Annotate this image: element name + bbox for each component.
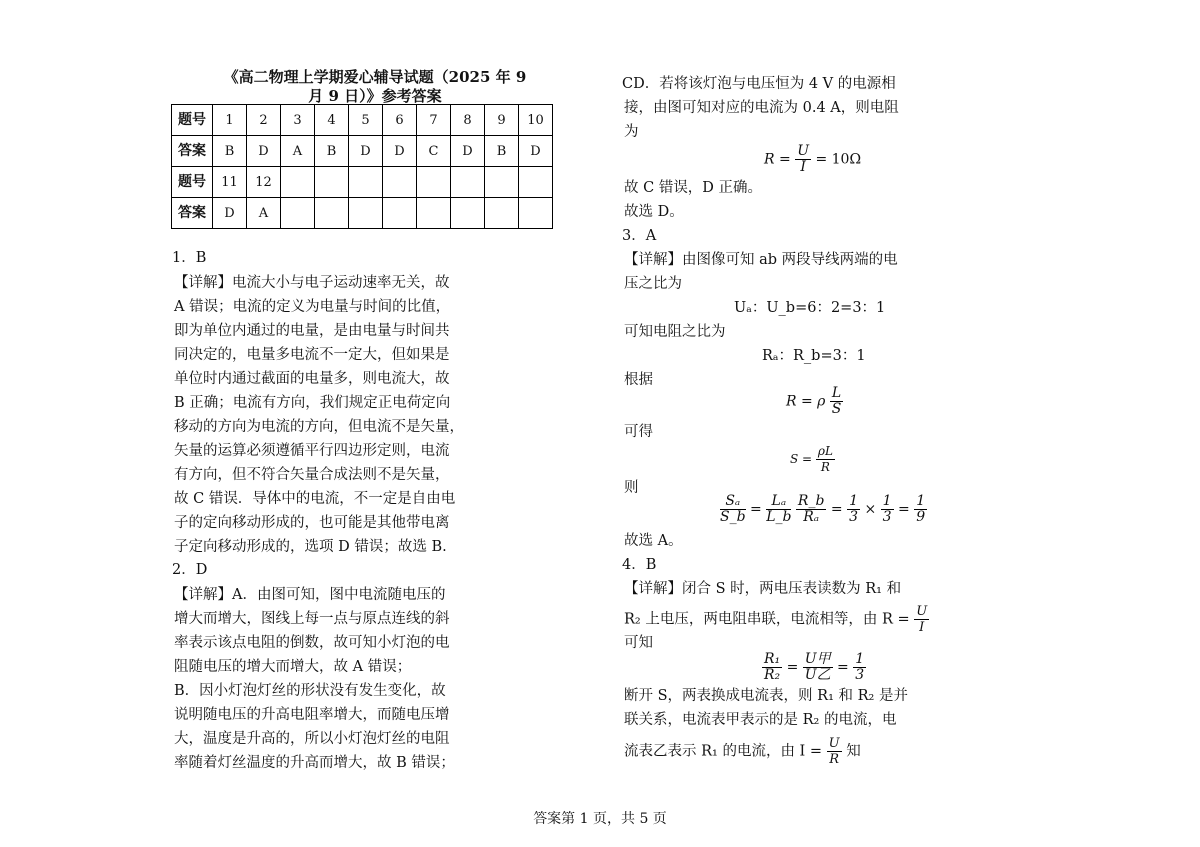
text-line: 同决定的，电量多电流不一定大，但如果是 bbox=[174, 347, 450, 363]
numerator: 1 bbox=[882, 493, 892, 509]
table-row bbox=[172, 136, 553, 167]
denominator: R bbox=[829, 752, 840, 767]
fraction bbox=[853, 652, 866, 683]
text-segment: 知 bbox=[846, 743, 861, 760]
text-line: 阻随电压的增大而增大，故 A 错误； bbox=[174, 659, 412, 675]
table-cell bbox=[485, 198, 519, 229]
table-cell bbox=[349, 167, 383, 198]
table-cell: 5 bbox=[349, 105, 383, 136]
text-line: 2．D bbox=[172, 562, 208, 578]
denominator: S bbox=[831, 401, 842, 417]
eq-text: S = bbox=[790, 452, 813, 466]
table-cell bbox=[519, 167, 553, 198]
text-line: 联关系，电流表甲表示的是 R₂ 的电流，电 bbox=[624, 712, 897, 728]
fraction bbox=[827, 736, 842, 767]
table-cell bbox=[315, 167, 349, 198]
table-cell: 4 bbox=[315, 105, 349, 136]
table-cell: 7 bbox=[417, 105, 451, 136]
table-cell: D bbox=[247, 136, 281, 167]
numerator: Sₐ bbox=[720, 494, 746, 510]
equation-resistance-ratio: Rₐ：R_b=3：1 bbox=[762, 348, 866, 364]
text-line: 可得 bbox=[624, 424, 653, 440]
text-line: 故 C 错误，D 正确。 bbox=[624, 180, 763, 196]
table-cell bbox=[315, 198, 349, 229]
denominator: R₂ bbox=[764, 667, 781, 683]
text-line: 子的定向移动形成的，也可能是其他带电离 bbox=[174, 515, 450, 531]
text-line: 压之比为 bbox=[624, 276, 682, 292]
text-line: 可知电阻之比为 bbox=[624, 324, 726, 340]
numerator: U bbox=[916, 604, 928, 619]
denominator: 3 bbox=[855, 667, 865, 683]
fraction bbox=[796, 494, 827, 525]
text-line bbox=[624, 604, 929, 635]
eq-text: R = bbox=[764, 151, 791, 168]
table-cell: 11 bbox=[213, 167, 247, 198]
numerator: U bbox=[828, 736, 840, 751]
denominator: Rₐ bbox=[803, 509, 820, 525]
equation-resistivity bbox=[786, 386, 843, 417]
numerator: 1 bbox=[849, 493, 858, 509]
text-line: 单位时内通过截面的电量多，则电流大，故 bbox=[174, 371, 450, 387]
title-line-1: 《高二物理上学期爱心辅导试题（2025 年 9 bbox=[223, 68, 527, 86]
text-line: B．因小灯泡灯丝的形状没有发生变化，故 bbox=[174, 683, 446, 699]
table-cell bbox=[451, 167, 485, 198]
text-line: CD．若将该灯泡与电压恒为 4 V 的电源相 bbox=[622, 76, 896, 92]
numerator: 1 bbox=[916, 493, 926, 509]
eq-text: = 10Ω bbox=[815, 151, 862, 168]
text-line bbox=[624, 736, 861, 767]
denominator: I bbox=[800, 159, 806, 175]
text-line: 接，由图可知对应的电流为 0.4 A，则电阻 bbox=[624, 100, 899, 116]
text-line: 故 C 错误．导体中的电流，不一定是自由电 bbox=[174, 491, 456, 507]
table-cell bbox=[281, 167, 315, 198]
eq-text: R = ρ bbox=[786, 393, 826, 410]
text-line: 率表示该点电阻的倒数，故可知小灯泡的电 bbox=[174, 635, 450, 651]
numerator: U甲 bbox=[804, 651, 831, 667]
text-line: 4．B bbox=[622, 557, 657, 573]
fraction bbox=[914, 494, 927, 525]
text-line: 故选 A。 bbox=[624, 533, 683, 549]
fraction bbox=[881, 494, 894, 525]
text-line: 为 bbox=[624, 124, 639, 140]
table-cell: 1 bbox=[213, 105, 247, 136]
numerator: R_b bbox=[797, 493, 825, 509]
text-line: 【详解】电流大小与电子运动速率无关，故 bbox=[174, 275, 450, 291]
fraction bbox=[803, 652, 833, 683]
table-cell bbox=[383, 198, 417, 229]
table-cell bbox=[485, 167, 519, 198]
denominator: I bbox=[919, 620, 925, 635]
table-cell: 9 bbox=[485, 105, 519, 136]
text-line: 断开 S，两表换成电流表，则 R₁ 和 R₂ 是并 bbox=[624, 688, 908, 704]
table-cell: B bbox=[485, 136, 519, 167]
equation-voltage-ratio: Uₐ：U_b=6：2=3：1 bbox=[734, 300, 886, 316]
text-line: 移动的方向为电流的方向，但电流不是矢量， bbox=[174, 419, 464, 435]
title-line-2: 月 9 日）》参考答案 bbox=[308, 87, 442, 105]
table-row bbox=[172, 105, 553, 136]
answer-table bbox=[171, 104, 553, 229]
table-cell bbox=[417, 198, 451, 229]
fraction bbox=[830, 386, 843, 417]
numerator: Lₐ bbox=[766, 494, 791, 510]
table-cell: D bbox=[451, 136, 485, 167]
numerator: 1 bbox=[855, 651, 865, 667]
text-line: 1．B bbox=[172, 250, 207, 266]
text-line: 3．A bbox=[622, 228, 657, 244]
equation-area bbox=[790, 444, 835, 475]
table-cell: D bbox=[383, 136, 417, 167]
text-line: 说明随电压的升高电阻率增大，而随电压增 bbox=[174, 707, 450, 723]
table-cell: D bbox=[213, 198, 247, 229]
answer-label-cell: 答案 bbox=[172, 198, 213, 229]
fraction bbox=[847, 494, 860, 525]
numerator: U bbox=[797, 143, 809, 159]
table-cell: A bbox=[281, 136, 315, 167]
table-cell bbox=[417, 167, 451, 198]
text-line: 率随着灯丝温度的升高而增大，故 B 错误； bbox=[174, 755, 455, 771]
text-line: 【详解】A．由图可知，图中电流随电压的 bbox=[174, 587, 446, 603]
table-cell: 2 bbox=[247, 105, 281, 136]
equation-ohm bbox=[764, 144, 861, 175]
table-cell: B bbox=[213, 136, 247, 167]
text-line: 可知 bbox=[624, 635, 653, 651]
fraction bbox=[914, 604, 929, 635]
header-label-cell: 题号 bbox=[172, 105, 213, 136]
text-segment: R₂ 上电压，两电阻串联，电流相等，由 R = bbox=[624, 611, 910, 628]
text-line: 则 bbox=[624, 480, 639, 496]
numerator: L bbox=[831, 385, 842, 401]
text-line: 【详解】闭合 S 时，两电压表读数为 R₁ 和 bbox=[624, 581, 902, 597]
fraction bbox=[795, 144, 811, 175]
table-row bbox=[172, 198, 553, 229]
table-cell: 6 bbox=[383, 105, 417, 136]
text-line: 故选 D。 bbox=[624, 204, 684, 220]
denominator: 3 bbox=[882, 509, 892, 525]
header-label-cell: 题号 bbox=[172, 167, 213, 198]
text-line: 增大而增大，图线上每一点与原点连线的斜 bbox=[174, 611, 450, 627]
table-cell: B bbox=[315, 136, 349, 167]
text-line: B 正确；电流有方向，我们规定正电荷定向 bbox=[174, 395, 451, 411]
table-row bbox=[172, 167, 553, 198]
fraction bbox=[816, 444, 835, 475]
table-cell bbox=[451, 198, 485, 229]
table-cell: 10 bbox=[519, 105, 553, 136]
text-line: 根据 bbox=[624, 372, 653, 388]
fraction bbox=[720, 494, 746, 525]
fraction bbox=[762, 652, 782, 683]
text-line: A 错误；电流的定义为电量与时间的比值， bbox=[174, 299, 451, 315]
page-footer: 答案第 1 页，共 5 页 bbox=[533, 811, 667, 827]
denominator: 9 bbox=[916, 509, 926, 525]
table-cell: A bbox=[247, 198, 281, 229]
numerator: R₁ bbox=[764, 651, 781, 667]
table-cell: 8 bbox=[451, 105, 485, 136]
text-line: 即为单位内通过的电量，是由电量与时间共 bbox=[174, 323, 450, 339]
denominator: S_b bbox=[720, 509, 746, 525]
denominator: L_b bbox=[766, 509, 792, 525]
denominator: 3 bbox=[849, 509, 858, 525]
document-title bbox=[180, 68, 570, 106]
table-cell bbox=[383, 167, 417, 198]
numerator: ρL bbox=[817, 444, 833, 458]
answer-label-cell: 答案 bbox=[172, 136, 213, 167]
fraction bbox=[766, 494, 791, 525]
equation-area-ratio: $\frac{\text{Sₐ}}{S\_b}$ = $\frac{\text{Lₐ}}{L\_b}$ $\frac{R\_b}{\text{Rₐ}}$ = $\frac{1}{3}$ × $\frac{1}{3}$ = $\frac{1}{9}$ bbox=[720, 493, 926, 525]
table-cell: 12 bbox=[247, 167, 281, 198]
table-cell: C bbox=[417, 136, 451, 167]
table-cell: D bbox=[519, 136, 553, 167]
table-cell bbox=[349, 198, 383, 229]
text-line: 子定向移动形成的，选项 D 错误；故选 B. bbox=[174, 539, 447, 555]
table-cell: D bbox=[349, 136, 383, 167]
table-cell bbox=[281, 198, 315, 229]
text-segment: 流表乙表示 R₁ 的电流，由 I = bbox=[624, 743, 823, 760]
denominator: R bbox=[820, 460, 830, 474]
table-cell bbox=[519, 198, 553, 229]
text-line: 大，温度是升高的，所以小灯泡灯丝的电阻 bbox=[174, 731, 450, 747]
equation-resistance-voltage: $\frac{\text{R₁}}{\text{R₂}}$ = $\frac{\text{U甲}}{\text{U乙}}$ = $\frac{1}{3}$ bbox=[764, 651, 865, 683]
text-line: 有方向，但不符合矢量合成法则不是矢量， bbox=[174, 467, 450, 483]
denominator: U乙 bbox=[804, 667, 831, 683]
text-line: 【详解】由图像可知 ab 两段导线两端的电 bbox=[624, 252, 898, 268]
table-cell: 3 bbox=[281, 105, 315, 136]
text-line: 矢量的运算必须遵循平行四边形定则，电流 bbox=[174, 443, 450, 459]
